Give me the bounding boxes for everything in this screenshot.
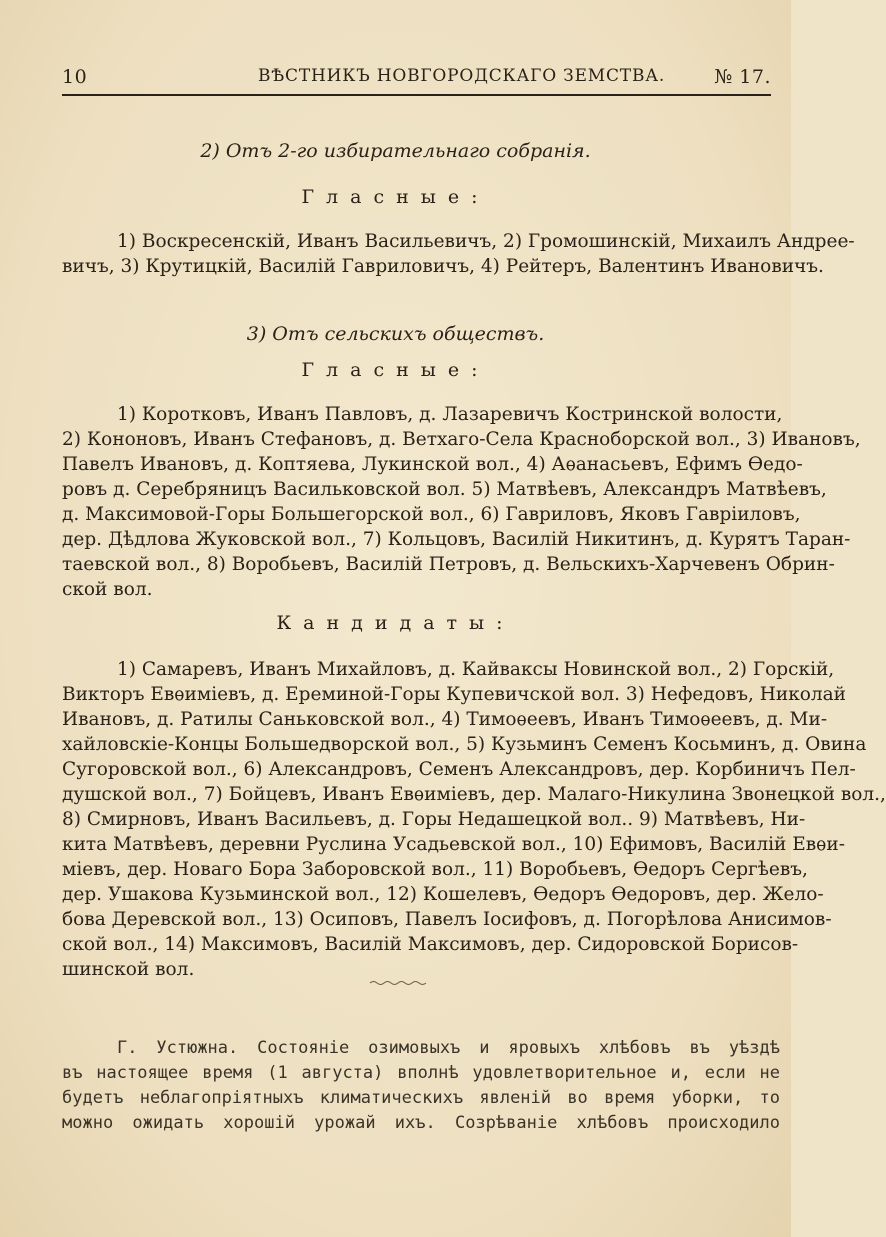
kandidaty-line: шинской вол. [62, 959, 195, 980]
glasnye-line: Павелъ Ивановъ, д. Коптяева, Лукинской вол., 4) Аѳанасьевъ, Ефимъ Ѳедо- [62, 454, 803, 475]
section3-heading: 3) Отъ сельскихъ обществъ. [246, 323, 545, 345]
page-number: 10 [62, 66, 88, 88]
journal-title: ВѢСТНИКЪ НОВГОРОДСКАГО ЗЕМСТВА. [258, 66, 666, 86]
kandidaty-line: 1) Самаревъ, Иванъ Михайловъ, д. Кайваксы Новинской вол., 2) Горскій, [117, 659, 835, 680]
kandidaty-line: міевъ, дер. Новаго Бора Заборовской вол., 11) Воробьевъ, Ѳедоръ Сергѣевъ, [62, 859, 808, 880]
section2-line: вичъ, 3) Крутицкій, Василій Гавриловичъ, 4) Рейтеръ, Валентинъ Ивановичъ. [62, 256, 824, 277]
kandidaty-line: 8) Смирновъ, Иванъ Васильевъ, д. Горы Недашецкой вол.. 9) Матвѣевъ, Ни- [62, 809, 806, 830]
kandidaty-label: Кандидаты: [276, 612, 515, 634]
glasnye-line: ской вол. [62, 579, 153, 600]
ustyuzhna-line: будетъ неблагопріятныхъ климатическихъ явленій во время уборки, то [62, 1088, 780, 1108]
issue-number: № 17. [714, 66, 771, 88]
kandidaty-line: Викторъ Евѳиміевъ, д. Ереминой-Горы Купевичской вол. 3) Нефедовъ, Николай [62, 684, 847, 705]
glasnye-line: ровъ д. Серебряницъ Васильковской вол. 5) Матвѣевъ, Александръ Матвѣевъ, [62, 479, 827, 500]
section-divider [370, 980, 426, 986]
glasnye-line: 1) Коротковъ, Иванъ Павловъ, д. Лазаревичъ Костринской волости, [117, 404, 783, 425]
kandidaty-line: Ивановъ, д. Ратилы Саньковской вол., 4) Тимоѳеевъ, Иванъ Тимоѳеевъ, д. Ми- [62, 709, 828, 730]
glasnye-line: 2) Кононовъ, Иванъ Стефановъ, д. Ветхаго-Села Красноборской вол., 3) Ивановъ, [62, 429, 861, 450]
glasnye-line: дер. Дѣдлова Жуковской вол., 7) Кольцовъ, Василій Никитинъ, д. Курятъ Таран- [62, 529, 851, 550]
kandidaty-line: ской вол., 14) Максимовъ, Василій Максимовъ, дер. Сидоровской Борисов- [62, 934, 799, 955]
kandidaty-line: Сугоровской вол., 6) Александровъ, Семенъ Александровъ, дер. Корбиничъ Пел- [62, 759, 856, 780]
ustyuzhna-line: можно ожидать хорошій урожай ихъ. Созрѣваніе хлѣбовъ происходило [62, 1113, 780, 1133]
kandidaty-line: бова Деревской вол., 13) Осиповъ, Павелъ Іосифовъ, д. Погорѣлова Анисимов- [62, 909, 832, 930]
section3-glasnye-label: Гласные: [301, 359, 490, 381]
ustyuzhna-line: въ настоящее время (1 августа) вполнѣ удовлетворительное и, если не [62, 1063, 780, 1083]
kandidaty-line: кита Матвѣевъ, деревни Руслина Усадьевской вол., 10) Ефимовъ, Василій Евѳи- [62, 834, 845, 855]
kandidaty-line: дер. Ушакова Кузьминской вол., 12) Кошелевъ, Ѳедоръ Ѳедоровъ, дер. Жело- [62, 884, 824, 905]
glasnye-line: д. Максимовой-Горы Большегорской вол., 6) Гавриловъ, Яковъ Гавріиловъ, [62, 504, 801, 525]
kandidaty-line: хайловскіе-Концы Большедворской вол., 5) Кузьминъ Семенъ Косьминъ, д. Овина [62, 734, 867, 755]
ustyuzhna-line: Г. Устюжна. Состояніе озимовыхъ и яровыхъ хлѣбовъ въ уѣздѣ [117, 1038, 780, 1058]
glasnye-line: таевской вол., 8) Воробьевъ, Василій Петровъ, д. Вельскихъ-Харчевенъ Обрин- [62, 554, 835, 575]
page-header [62, 66, 771, 96]
kandidaty-line: душской вол., 7) Бойцевъ, Иванъ Евѳиміевъ, дер. Малаго-Никулина Звонецкой вол., [62, 784, 886, 805]
section2-glasnye-label: Гласные: [301, 186, 490, 208]
section2-line: 1) Воскресенскій, Иванъ Васильевичъ, 2) Громошинскій, Михаилъ Андрее- [117, 231, 855, 252]
section2-heading: 2) Отъ 2-го избирательнаго собранія. [200, 140, 591, 162]
